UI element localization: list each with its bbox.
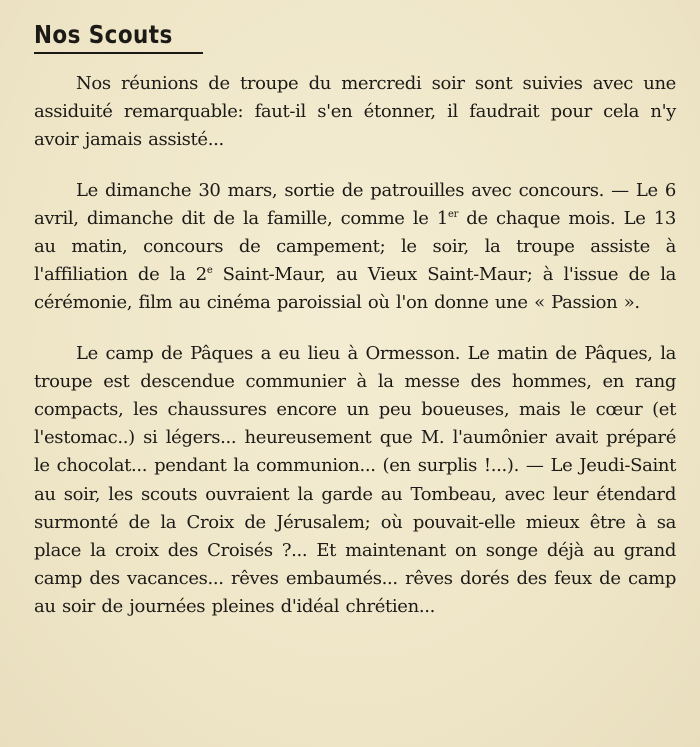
paragraph-1: Nos réunions de troupe du mercredi soir sont suivies avec une assiduité remarquable: faut-il s'en étonner, il faudrait pour cela n'y avoir jamais assisté... <box>34 73 676 151</box>
paragraph-2-part-c: Saint-Maur, au Vieux Saint-Maur; à l'issue de la cérémonie, film au cinéma paroissial où l'on donne une « Passion ». <box>34 264 676 314</box>
title-underline <box>34 18 203 54</box>
paragraph-2-part-b: de chaque mois. Le 13 au matin, concours de campement; le soir, la troupe assiste à l'affiliation de la 2 <box>34 207 676 286</box>
paragraph-3: Le camp de Pâques a eu lieu à Ormesson. Le matin de Pâques, la troupe est descendue communier à la messe des hommes, en rang compacts, les chaussures encore un peu boueuses, mais le cœur (et l'estomac..) si légers... heureusement que M. l'aumônier avait préparé le chocolat... pendant la communion... (en surplis !...). — Le Jeudi-Saint au soir, les scouts ouvraient la garde au Tombeau, avec leur étendard surmonté de la Croix de Jérusalem; où pouvait-elle mieux être à sa place la croix des Croisés ?... Et maintenant on songe déjà au grand camp des vacances... rêves embaumés... rêves dorés des feux de camp au soir de journées pleines d'idéal chrétien... <box>34 342 676 618</box>
superscript-er: er <box>448 208 458 220</box>
paragraph-2-part-a: Le dimanche 30 mars, sortie de patrouilles avec concours. — Le 6 avril, dimanche dit de la famille, comme le 1 <box>34 179 676 229</box>
paragraph-2 <box>34 177 676 318</box>
article-title: Nos Scouts <box>34 20 173 49</box>
superscript-e: e <box>206 265 213 277</box>
